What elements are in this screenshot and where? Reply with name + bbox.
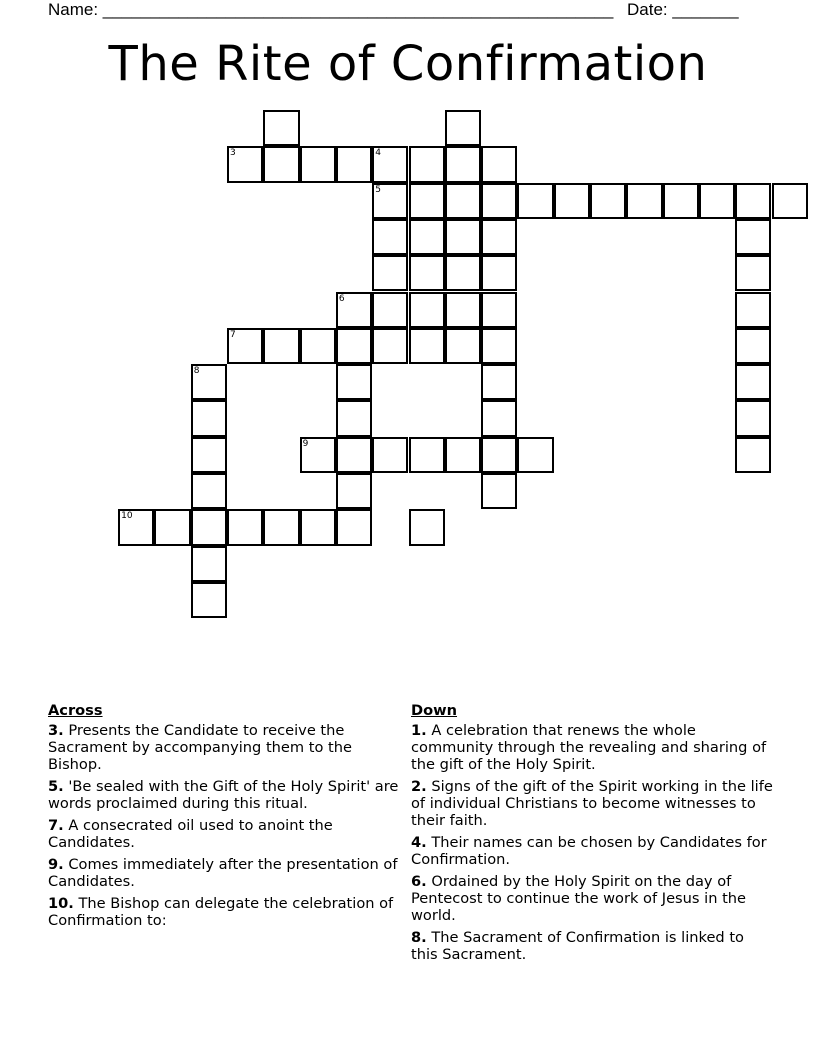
clue-text: 'Be sealed with the Gift of the Holy Spirit' are words proclaimed during this ritual.	[48, 778, 399, 812]
crossword-cell[interactable]	[735, 183, 771, 219]
crossword-cell[interactable]	[191, 473, 227, 509]
crossword-cell[interactable]	[336, 437, 372, 473]
clue-number: 3	[230, 148, 236, 159]
crossword-cell[interactable]	[481, 437, 517, 473]
crossword-cell[interactable]	[445, 255, 481, 291]
crossword-cell[interactable]	[372, 146, 408, 182]
crossword-cell[interactable]	[445, 328, 481, 364]
crossword-cell[interactable]	[300, 509, 336, 545]
crossword-cell[interactable]	[227, 328, 263, 364]
crossword-cell[interactable]	[481, 183, 517, 219]
crossword-cell[interactable]	[481, 364, 517, 400]
across-clue	[48, 722, 406, 773]
crossword-cell[interactable]	[445, 146, 481, 182]
clue-text: Ordained by the Holy Spirit on the day of Pentecost to continue the work of Jesus in the world.	[411, 873, 747, 924]
page-title: The Rite of Confirmation	[108, 36, 708, 92]
date-field-label: Date: _______	[627, 0, 739, 19]
crossword-cell[interactable]	[372, 437, 408, 473]
crossword-cell[interactable]	[699, 183, 735, 219]
crossword-cell[interactable]	[263, 146, 299, 182]
down-clue	[411, 834, 773, 868]
crossword-cell[interactable]	[191, 364, 227, 400]
clue-number-label: 8.	[411, 929, 427, 946]
crossword-cell[interactable]	[409, 328, 445, 364]
crossword-cell[interactable]	[409, 292, 445, 328]
crossword-cell[interactable]	[409, 509, 445, 545]
crossword-cell[interactable]	[372, 183, 408, 219]
crossword-cell[interactable]	[336, 146, 372, 182]
down-clues	[411, 702, 773, 968]
crossword-cell[interactable]	[735, 364, 771, 400]
crossword-cell[interactable]	[481, 292, 517, 328]
crossword-cell[interactable]	[227, 509, 263, 545]
across-clue	[48, 817, 406, 851]
clue-number-label: 10.	[48, 895, 74, 912]
crossword-cell[interactable]	[409, 219, 445, 255]
across-clue	[48, 856, 406, 890]
crossword-cell[interactable]	[336, 473, 372, 509]
crossword-cell[interactable]	[191, 582, 227, 618]
crossword-cell[interactable]	[336, 292, 372, 328]
crossword-cell[interactable]	[372, 255, 408, 291]
crossword-cell[interactable]	[191, 509, 227, 545]
clue-number-label: 2.	[411, 778, 427, 795]
crossword-cell[interactable]	[263, 110, 299, 146]
clue-text: Signs of the gift of the Spirit working in the life of individual Christians to become witnesses to their faith.	[411, 778, 773, 829]
crossword-cell[interactable]	[481, 328, 517, 364]
crossword-cell[interactable]	[481, 473, 517, 509]
crossword-cell[interactable]	[445, 219, 481, 255]
crossword-cell[interactable]	[735, 328, 771, 364]
crossword-cell[interactable]	[735, 255, 771, 291]
crossword-cell[interactable]	[481, 400, 517, 436]
crossword-cell[interactable]	[191, 437, 227, 473]
clue-number-label: 1.	[411, 722, 427, 739]
crossword-cell[interactable]	[445, 183, 481, 219]
crossword-cell[interactable]	[481, 255, 517, 291]
crossword-cell[interactable]	[663, 183, 699, 219]
clue-text: The Bishop can delegate the celebration of Confirmation to:	[48, 895, 394, 929]
crossword-cell[interactable]	[481, 219, 517, 255]
clue-text: Comes immediately after the presentation of Candidates.	[48, 856, 398, 890]
crossword-cell[interactable]	[336, 364, 372, 400]
clue-number: 6	[338, 293, 345, 304]
crossword-cell[interactable]	[554, 183, 590, 219]
crossword-cell[interactable]	[154, 509, 190, 545]
clue-text: Presents the Candidate to receive the Sacrament by accompanying them to the Bishop.	[48, 722, 352, 773]
across-clue-list	[48, 722, 406, 929]
across-heading: Across	[48, 702, 103, 719]
down-clue	[411, 929, 773, 963]
crossword-cell[interactable]	[626, 183, 662, 219]
across-clues	[48, 702, 406, 934]
across-clue	[48, 778, 406, 812]
crossword-cell[interactable]	[772, 183, 808, 219]
clue-number: 9	[302, 438, 309, 449]
crossword-cell[interactable]	[372, 219, 408, 255]
crossword-cell[interactable]	[227, 146, 263, 182]
clue-text: A consecrated oil used to anoint the Candidates.	[48, 817, 333, 851]
crossword-cell[interactable]	[517, 183, 553, 219]
down-clue	[411, 778, 773, 829]
crossword-cell[interactable]	[263, 509, 299, 545]
clue-number-label: 9.	[48, 856, 64, 873]
clue-number-label: 7.	[48, 817, 64, 834]
clue-number-label: 5.	[48, 778, 64, 795]
down-heading: Down	[411, 702, 458, 719]
crossword-cell[interactable]	[191, 400, 227, 436]
clue-text: Their names can be chosen by Candidates for Confirmation.	[411, 834, 767, 868]
clue-number: 8	[193, 366, 200, 377]
crossword-cell[interactable]	[409, 146, 445, 182]
clue-number: 7	[230, 329, 236, 340]
clue-number: 5	[375, 184, 381, 195]
crossword-cell[interactable]	[336, 328, 372, 364]
crossword-cell[interactable]	[445, 110, 481, 146]
crossword-cell[interactable]	[300, 437, 336, 473]
crossword-cell[interactable]	[336, 400, 372, 436]
across-clue	[48, 895, 406, 929]
crossword-cell[interactable]	[372, 292, 408, 328]
crossword-cell[interactable]	[118, 509, 154, 545]
crossword-cell[interactable]	[191, 546, 227, 582]
crossword-cell[interactable]	[263, 328, 299, 364]
clue-number: 4	[375, 148, 381, 159]
crossword-cell[interactable]	[735, 400, 771, 436]
crossword-cell[interactable]	[517, 437, 553, 473]
crossword-cell[interactable]	[735, 292, 771, 328]
down-clue-list	[411, 722, 773, 963]
clue-number-label: 6.	[411, 873, 427, 890]
crossword-cell[interactable]	[409, 437, 445, 473]
down-clue	[411, 722, 773, 773]
crossword-cell[interactable]	[735, 437, 771, 473]
crossword-cell[interactable]	[445, 437, 481, 473]
crossword-cell[interactable]	[372, 328, 408, 364]
crossword-cell[interactable]	[409, 255, 445, 291]
crossword-cell[interactable]	[481, 146, 517, 182]
clue-number-label: 3.	[48, 722, 64, 739]
crossword-cell[interactable]	[300, 146, 336, 182]
name-field-label: Name: ______________________________________________________	[48, 0, 614, 19]
crossword-cell[interactable]	[300, 328, 336, 364]
crossword-cell[interactable]	[336, 509, 372, 545]
crossword-cell[interactable]	[735, 219, 771, 255]
crossword-cell[interactable]	[445, 292, 481, 328]
clue-number: 10	[121, 511, 133, 522]
clue-text: A celebration that renews the whole community through the revealing and sharing of the gift of the Holy Spirit.	[411, 722, 767, 773]
crossword-cell[interactable]	[590, 183, 626, 219]
down-clue	[411, 873, 773, 924]
crossword-cell[interactable]	[409, 183, 445, 219]
clue-number-label: 4.	[411, 834, 427, 851]
clue-text: The Sacrament of Confirmation is linked to this Sacrament.	[411, 929, 744, 963]
